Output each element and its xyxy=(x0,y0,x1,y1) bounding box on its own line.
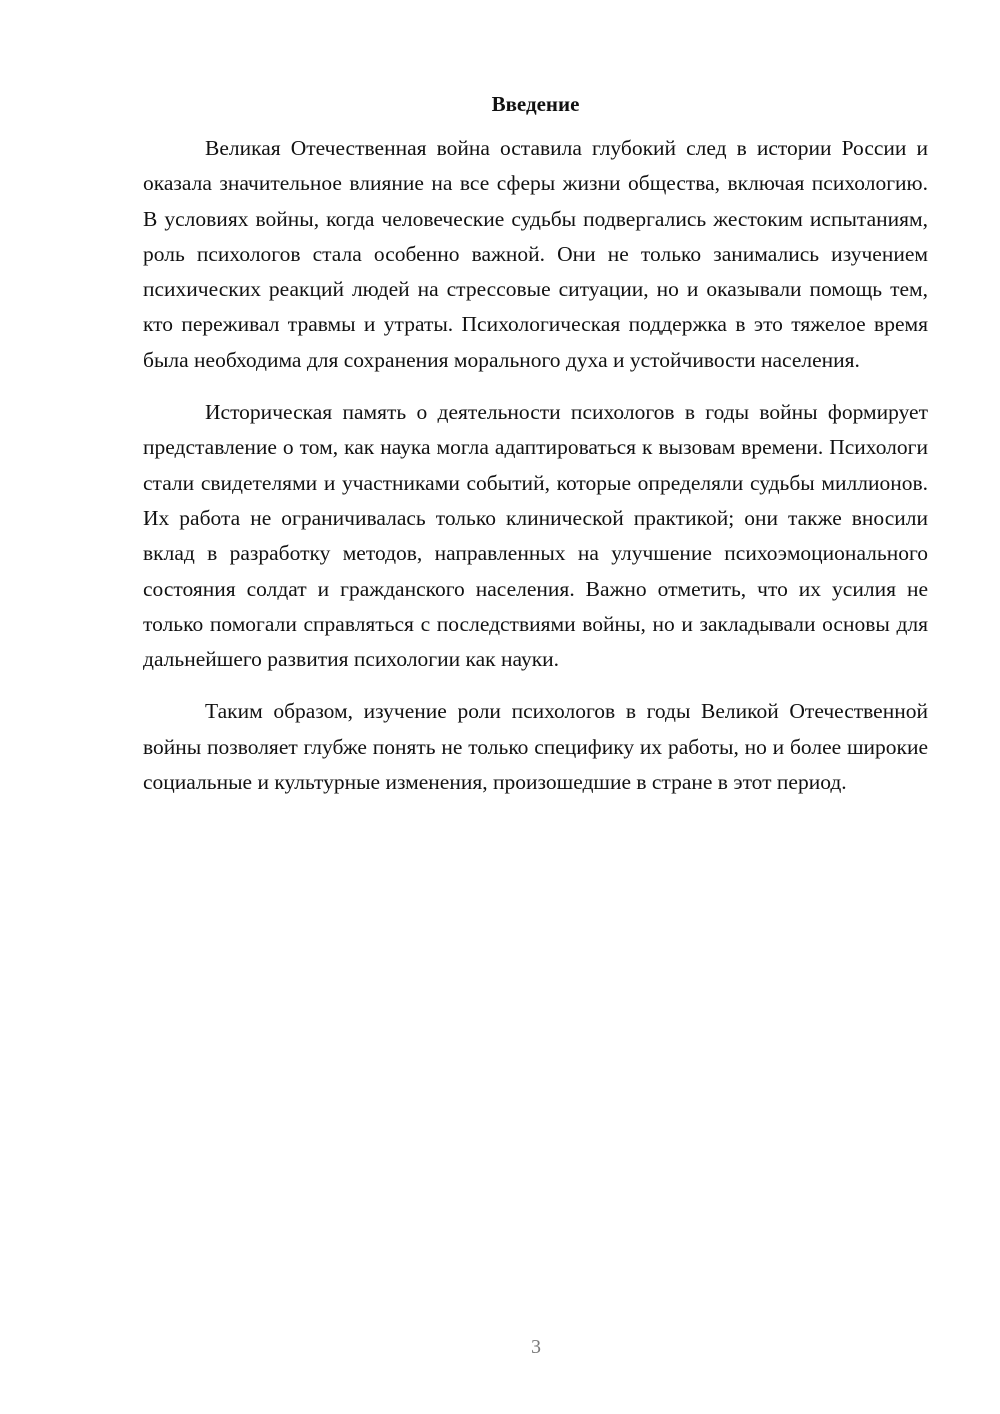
paragraph-2: Историческая память о деятельности психологов в годы войны формирует представление о том, как наука могла адаптироваться к вызовам времени. Психологи стали свидетелями и участниками событий, которые определяли судьбы миллионов. Их работа не ограничивалась только клинической практикой; они также вносили вклад в разработку методов, направленных на улучшение психоэмоционального состояния солдат и гражданского населения. Важно отметить, что их усилия не только помогали справляться с последствиями войны, но и закладывали основы для дальнейшего развития психологии как науки. xyxy=(143,400,928,672)
page-number: 3 xyxy=(531,1336,541,1358)
section-title: Введение xyxy=(491,92,580,116)
paragraph-3: Таким образом, изучение роли психологов в годы Великой Отечественной войны позволяет глубже понять не только специфику их работы, но и более широкие социальные и культурные изменения, произошедшие в стране в этот период. xyxy=(143,699,928,795)
page-content xyxy=(143,92,928,800)
paragraph-1: Великая Отечественная война оставила глубокий след в истории России и оказала значительное влияние на все сферы жизни общества, включая психологию. В условиях войны, когда человеческие судьбы подвергались жестоким испытаниям, роль психологов стала особенно важной. Они не только занимались изучением психических реакций людей на стрессовые ситуации, но и оказывали помощь тем, кто переживал травмы и утраты. Психологическая поддержка в это тяжелое время была необходима для сохранения морального духа и устойчивости населения. xyxy=(143,136,928,372)
